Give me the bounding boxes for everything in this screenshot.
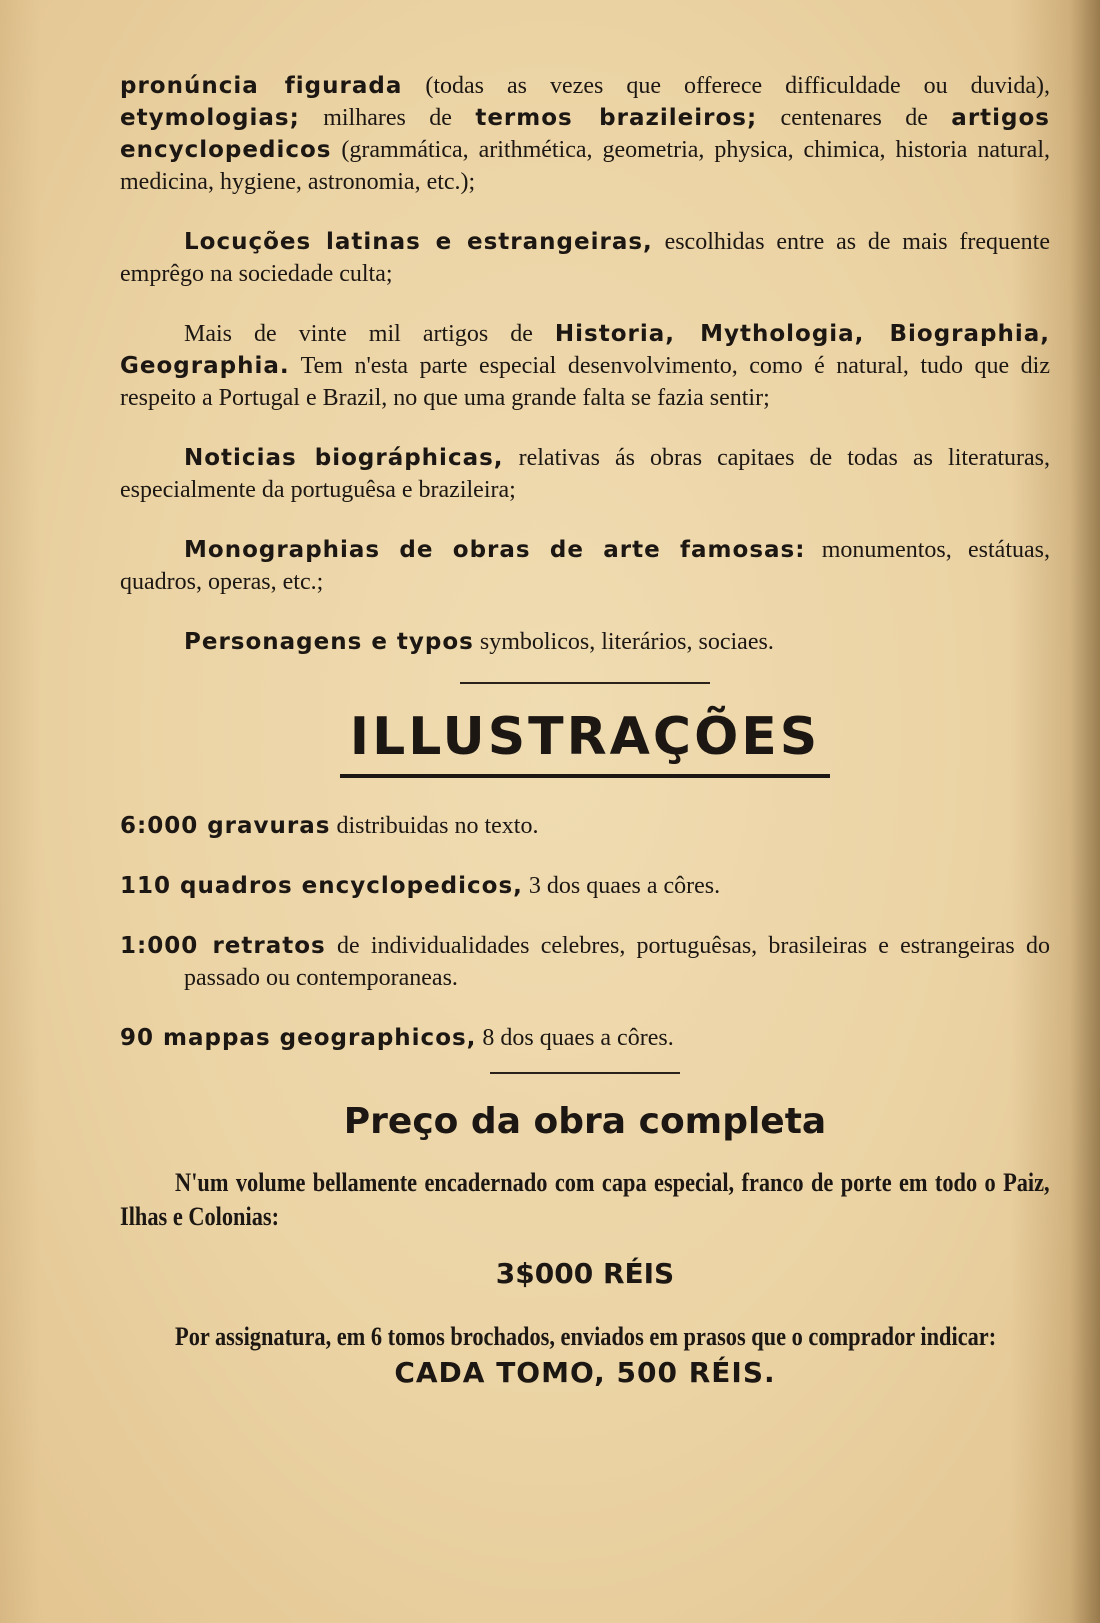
intro-bold-2: etymologias; <box>120 105 300 131</box>
intro-text-2: milhares de <box>299 105 476 131</box>
illustration-item-count: 6:000 gravuras <box>120 813 331 839</box>
personagens-text: symbolicos, literários, sociaes. <box>473 629 774 655</box>
locucoes-paragraph <box>120 226 1050 290</box>
illustration-item-text: 8 dos quaes a côres. <box>476 1025 674 1051</box>
illustration-item <box>120 930 1050 994</box>
intro-bold-1: pronúncia figurada <box>120 73 403 99</box>
monographias-paragraph <box>120 534 1050 598</box>
illustration-item-count: 1:000 retratos <box>120 933 326 959</box>
price-section-title: Preço da obra completa <box>343 1101 827 1142</box>
intro-text-3: centenares de <box>757 105 952 131</box>
page-content <box>120 70 1050 1390</box>
intro-text-1: (todas as vezes que offerece difficuldade ou duvida), <box>402 73 1050 99</box>
historia-paragraph <box>120 318 1050 414</box>
locucoes-bold: Locuções latinas e estrangeiras, <box>184 229 653 255</box>
illustration-item <box>120 810 1050 842</box>
intro-bold-3: termos brazileiros; <box>475 105 758 131</box>
historia-text-1: Mais de vinte mil artigos de <box>184 321 555 347</box>
illustracoes-title: ILLUSTRAÇÕES <box>349 707 821 767</box>
locucoes-text: escolhidas entre as de mais frequente emprêgo na sociedade culta; <box>120 229 1050 287</box>
illustration-item-text: 3 dos quaes a côres. <box>522 873 721 899</box>
noticias-text: relativas ás obras capitaes de todas as literaturas, especialmente da portuguêsa e brazileira; <box>120 445 1050 503</box>
personagens-bold: Personagens e typos <box>184 629 474 655</box>
illustracoes-underline <box>340 774 830 778</box>
intro-bold-4: artigos encyclopedicos <box>120 105 1050 163</box>
illustration-item <box>120 1022 1050 1054</box>
subscription-description: Por assignatura, em 6 tomos brochados, enviados em prasos que o comprador indicar: <box>175 1322 997 1351</box>
price-divider <box>490 1072 680 1074</box>
illustration-item-count: 90 mappas geographicos, <box>120 1025 477 1051</box>
personagens-paragraph <box>120 626 1050 658</box>
tomo-price: CADA TOMO, 500 RÉIS. <box>394 1356 776 1389</box>
noticias-bold: Noticias biográphicas, <box>184 445 504 471</box>
intro-text-4: (grammática, arithmética, geometria, physica, chimica, historia natural, medicina, hygiene, astronomia, etc.); <box>120 137 1050 195</box>
illustration-item-text: distribuidas no texto. <box>330 813 539 839</box>
illustration-item-text: de individualidades celebres, portuguêsas, brasileiras e estrangeiras do passado ou contemporaneas. <box>184 933 1050 991</box>
illustration-item <box>120 870 1050 902</box>
volume-description: N'um volume bellamente encadernado com capa especial, franco de porte em todo o Paiz, Ilhas e Colonias: <box>120 1168 1050 1231</box>
historia-bold: Historia, Mythologia, Biographia, Geographia. <box>120 321 1051 379</box>
section-divider <box>460 682 710 684</box>
noticias-paragraph <box>120 442 1050 506</box>
historia-text-2: Tem n'esta parte especial desenvolvimento, como é natural, tudo que diz respeito a Portugal e Brazil, no que uma grande falta se fazia sentir; <box>120 353 1050 411</box>
monographias-text: monumentos, estátuas, quadros, operas, etc.; <box>120 537 1050 595</box>
intro-paragraph <box>120 70 1050 198</box>
monographias-bold: Monographias de obras de arte famosas: <box>184 537 806 563</box>
volume-price: 3$000 RÉIS <box>495 1257 675 1290</box>
illustration-item-count: 110 quadros encyclopedicos, <box>120 873 523 899</box>
